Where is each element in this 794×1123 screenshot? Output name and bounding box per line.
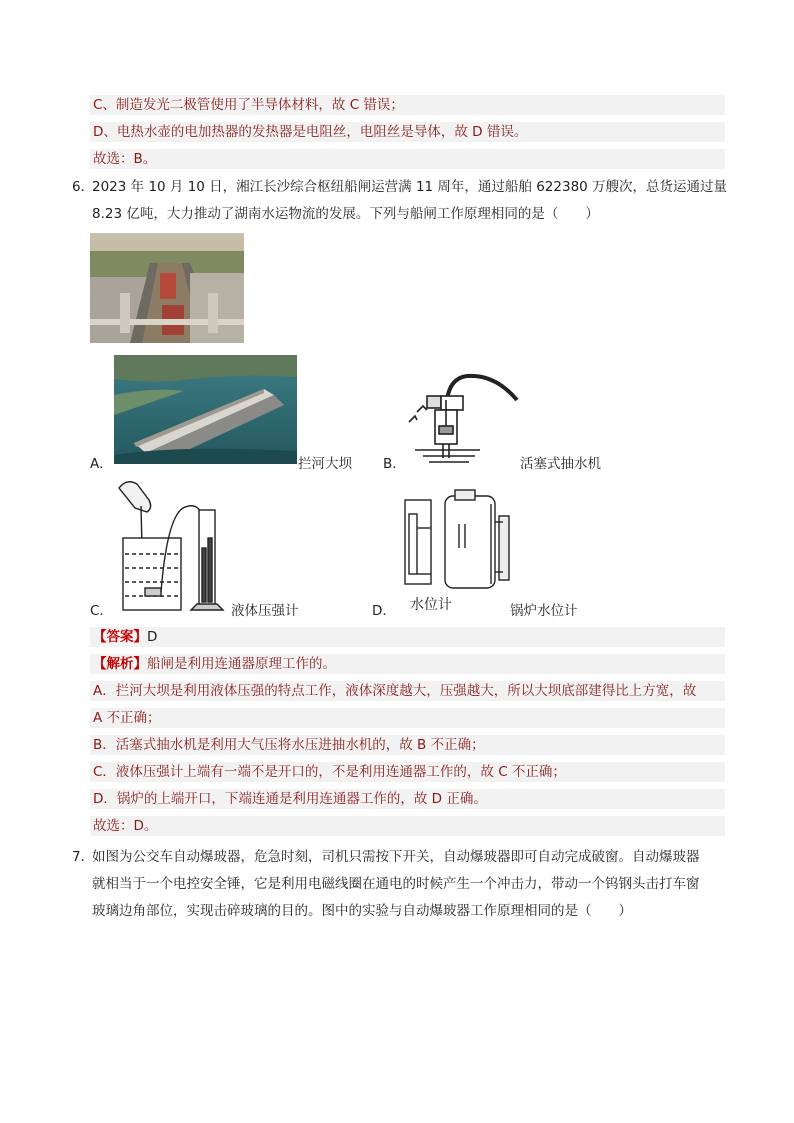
q7-text-line-3: 玻璃边角部位，实现击碎玻璃的目的。图中的实验与自动爆玻器工作原理相同的是（ ） (92, 903, 632, 919)
q6-analysis-a-line-2: A 不正确； (90, 708, 725, 728)
q6-answer (90, 627, 725, 647)
liquid-pressure-gauge-diagram (113, 478, 233, 618)
option-d-caption: 锅炉水位计 (510, 603, 578, 619)
option-c-letter: C． (90, 603, 113, 619)
q6-analysis-d: D．锅炉的上端开口，下端连通是利用连通器工作的，故 D 正确。 (90, 789, 725, 809)
option-b-letter: B． (383, 456, 406, 472)
piston-pump-diagram (405, 370, 520, 470)
option-d-letter: D． (372, 603, 396, 619)
q6-analysis-b: B．活塞式抽水机是利用大气压将水压进抽水机的，故 B 不正确； (90, 735, 725, 755)
option-a-letter: A． (90, 456, 113, 472)
ship-lock-photo (90, 233, 244, 343)
prev-answer-choice: 故选：B。 (90, 149, 725, 169)
prev-answer-line-c: C、制造发光二极管使用了半导体材料，故 C 错误； (90, 95, 725, 115)
q6-text-line-1: 2023 年 10 月 10 日，湘江长沙综合枢纽船闸运营满 11 周年，通过船舶 622380 万艘次，总货运通过量 (92, 179, 728, 195)
answer-value: D (147, 629, 158, 645)
option-b-caption: 活塞式抽水机 (520, 456, 601, 472)
q7-text-line-2: 就相当于一个电控安全锤，它是利用电磁线圈在通电的时候产生一个冲击力，带动一个钨钢头击打车窗 (92, 876, 700, 892)
option-d-inner-label: 水位计 (410, 597, 452, 613)
q6-choice: 故选：D。 (90, 816, 725, 836)
prev-answer-line-d: D、电热水壶的电加热器的发热器是电阻丝，电阻丝是导体，故 D 错误。 (90, 122, 725, 142)
dam-photo (114, 355, 297, 464)
option-a-caption: 拦河大坝 (298, 456, 352, 472)
q6-analysis-a-line-1: A．拦河大坝是利用液体压强的特点工作，液体深度越大，压强越大，所以大坝底部建得比上方宽，故 (90, 681, 725, 701)
analysis-intro-text: 船闸是利用连通器原理工作的。 (147, 656, 336, 672)
q7-text-line-1: 如图为公交车自动爆玻器，危急时刻，司机只需按下开关，自动爆玻器即可自动完成破窗。自动爆玻器 (92, 849, 700, 865)
analysis-tag: 【解析】 (93, 656, 147, 672)
boiler-water-gauge-diagram (395, 488, 520, 596)
option-c-caption: 液体压强计 (231, 603, 299, 619)
answer-tag: 【答案】 (93, 629, 147, 645)
q6-analysis-c: C．液体压强计上端有一端不是开口的，不是利用连通器工作的，故 C 不正确； (90, 762, 725, 782)
q7-number: 7． (72, 849, 95, 865)
q6-number: 6． (72, 179, 95, 195)
q6-text-line-2: 8.23 亿吨，大力推动了湖南水运物流的发展。下列与船闸工作原理相同的是（ ） (92, 206, 599, 222)
q6-analysis-intro (90, 654, 725, 674)
